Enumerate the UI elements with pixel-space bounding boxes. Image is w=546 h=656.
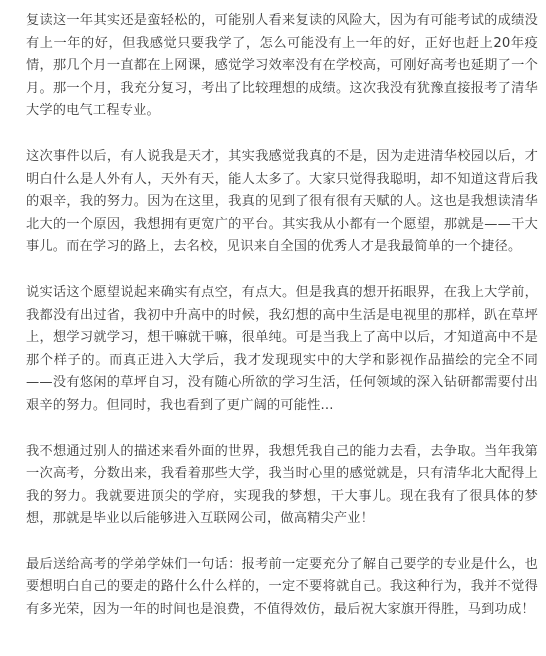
paragraph-retake-year: 复读这一年其实还是蛮轻松的，可能别人看来复读的风险大，因为有可能考试的成绩没有上一年的好，但我感觉只要我学了，怎么可能没有上一年的好，正好也赶上20年疫情，那几个月一直都在上网课，感觉学习效率没有在学校高，可刚好高考也延期了一个月。那一个月，我充分复习，考出了比较理想的成绩。这次我没有犹豫直接报考了清华大学的电气工程专业。 xyxy=(26,13,538,119)
paragraph-own-ability: 我不想通过别人的描述来看外面的世界，我想凭我自己的能力去看，去争取。当年我第一次高考，分数出来，我看着那些大学，我当时心里的感觉就是，只有清华北大配得上我的努力。我就要进顶尖的学府，实现我的梦想，干大事儿。现在我有了很具体的梦想，那就是毕业以后能够进入互联网公司，做高精尖产业！ xyxy=(26,443,538,527)
paragraph-advice: 最后送给高考的学弟学妹们一句话：报考前一定要充分了解自己要学的专业是什么，也要想明白自己的要走的路什么什么样的，一定不要将就自己。我这种行为，我并不觉得有多光荣，因为一年的时间也是浪费，不值得效仿，最后祝大家旗开得胜，马到功成！ xyxy=(26,556,538,618)
paragraph-after-admission: 这次事件以后，有人说我是天才，其实我感觉我真的不是，因为走进清华校园以后，才明白什么是人外有人，天外有天，能人太多了。大家只觉得我聪明，却不知道这背后我的艰辛，我的努力。因为在这里，我真的见到了很有很有天赋的人。这也是我想读清华北大的一个原因，我想拥有更宽广的平台。其实我从小都有一个愿望，那就是——干大事儿。而在学习的路上，去名校，见识来自全国的优秀人才是我最简单的一个捷径。 xyxy=(26,148,538,255)
paragraph-broaden-horizons: 说实话这个愿望说起来确实有点空，有点大。但是我真的想开拓眼界，在我上大学前，我都没有出过省，我初中升高中的时候，我幻想的高中生活是电视里的那样，趴在草坪上，想学习就学习，想干嘛就干嘛，很单纯。可是当我上了高中以后，才知道高中不是那个样子的。而真正进入大学后，我才发现现实中的大学和影视作品描绘的完全不同——没有悠闲的草坪自习，没有随心所欲的学习生活，任何领域的深入钻研都需要付出艰辛的努力。但同时，我也看到了更广阔的可能性... xyxy=(26,284,538,413)
article-body xyxy=(26,10,538,645)
